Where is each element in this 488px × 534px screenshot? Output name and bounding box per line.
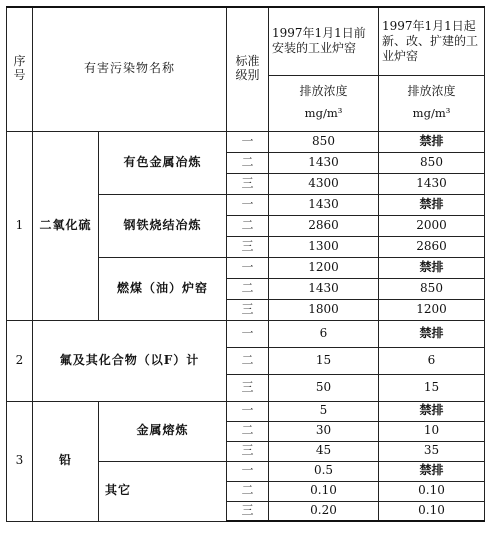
level-cell: 三 — [227, 299, 269, 320]
level-cell: 一 — [227, 257, 269, 278]
process-cell: 钢铁烧结冶炼 — [99, 194, 227, 257]
pollutant-cell: 氟及其化合物（以F）计 — [33, 320, 227, 401]
pollutant-cell: 铅 — [33, 401, 99, 521]
level-cell: 二 — [227, 215, 269, 236]
value-cell: 45 — [269, 441, 379, 461]
level-cell: 三 — [227, 374, 269, 401]
conc-header-2 — [379, 75, 485, 131]
value-cell: 850 — [379, 278, 485, 299]
seq-cell: 2 — [7, 320, 33, 401]
level-cell: 三 — [227, 236, 269, 257]
value-cell: 5 — [269, 401, 379, 421]
level-cell: 一 — [227, 194, 269, 215]
process-cell: 其它 — [99, 461, 227, 521]
value-cell: 1430 — [379, 173, 485, 194]
level-cell: 二 — [227, 421, 269, 441]
value-cell: 6 — [269, 320, 379, 347]
level-cell: 一 — [227, 131, 269, 152]
level-cell: 一 — [227, 401, 269, 421]
process-cell: 有色金属冶炼 — [99, 131, 227, 194]
value-cell: 850 — [269, 131, 379, 152]
value-cell: 1430 — [269, 278, 379, 299]
value-cell: 1800 — [269, 299, 379, 320]
seq-cell: 1 — [7, 131, 33, 320]
header-row-top — [7, 7, 485, 75]
value-cell: 1300 — [269, 236, 379, 257]
pre-1997-header: 1997年1月1日前安装的工业炉窑 — [269, 7, 379, 75]
value-cell: 0.5 — [269, 461, 379, 481]
value-cell: 10 — [379, 421, 485, 441]
table-row — [7, 401, 485, 421]
unit-label-1: mg/m³ — [304, 106, 343, 121]
value-cell: 0.20 — [269, 501, 379, 521]
process-cell: 金属熔炼 — [99, 401, 227, 461]
level-cell: 三 — [227, 441, 269, 461]
level-cell: 三 — [227, 501, 269, 521]
value-cell: 禁排 — [379, 320, 485, 347]
level-cell: 一 — [227, 320, 269, 347]
emission-standards-table — [6, 6, 485, 522]
seq-header: 序号 — [7, 7, 33, 131]
value-cell: 15 — [379, 374, 485, 401]
value-cell: 0.10 — [379, 501, 485, 521]
level-cell: 二 — [227, 152, 269, 173]
value-cell: 1430 — [269, 194, 379, 215]
pollutant-name-header: 有害污染物名称 — [33, 7, 227, 131]
value-cell: 禁排 — [379, 461, 485, 481]
value-cell: 1200 — [269, 257, 379, 278]
table-row — [7, 320, 485, 347]
value-cell: 30 — [269, 421, 379, 441]
seq-cell: 3 — [7, 401, 33, 521]
conc-label-1: 排放浓度 — [299, 84, 348, 99]
value-cell: 1200 — [379, 299, 485, 320]
conc-label-2: 排放浓度 — [407, 84, 456, 99]
value-cell: 6 — [379, 347, 485, 374]
unit-label-2: mg/m³ — [412, 106, 451, 121]
pollutant-cell: 二氧化硫 — [33, 131, 99, 320]
value-cell: 50 — [269, 374, 379, 401]
value-cell: 0.10 — [269, 481, 379, 501]
level-cell: 三 — [227, 173, 269, 194]
value-cell: 15 — [269, 347, 379, 374]
value-cell: 35 — [379, 441, 485, 461]
value-cell: 1430 — [269, 152, 379, 173]
standard-level-header: 标准级别 — [227, 7, 269, 131]
value-cell: 禁排 — [379, 257, 485, 278]
value-cell: 禁排 — [379, 401, 485, 421]
value-cell: 0.10 — [379, 481, 485, 501]
level-cell: 二 — [227, 347, 269, 374]
post-1997-header: 1997年1月1日起新、改、扩建的工业炉窑 — [379, 7, 485, 75]
level-cell: 一 — [227, 461, 269, 481]
value-cell: 850 — [379, 152, 485, 173]
process-cell: 燃煤（油）炉窑 — [99, 257, 227, 320]
value-cell: 2860 — [269, 215, 379, 236]
value-cell: 禁排 — [379, 131, 485, 152]
table-row — [7, 131, 485, 152]
value-cell: 2860 — [379, 236, 485, 257]
conc-header-1 — [269, 75, 379, 131]
value-cell: 禁排 — [379, 194, 485, 215]
level-cell: 二 — [227, 278, 269, 299]
level-cell: 二 — [227, 481, 269, 501]
value-cell: 2000 — [379, 215, 485, 236]
value-cell: 4300 — [269, 173, 379, 194]
